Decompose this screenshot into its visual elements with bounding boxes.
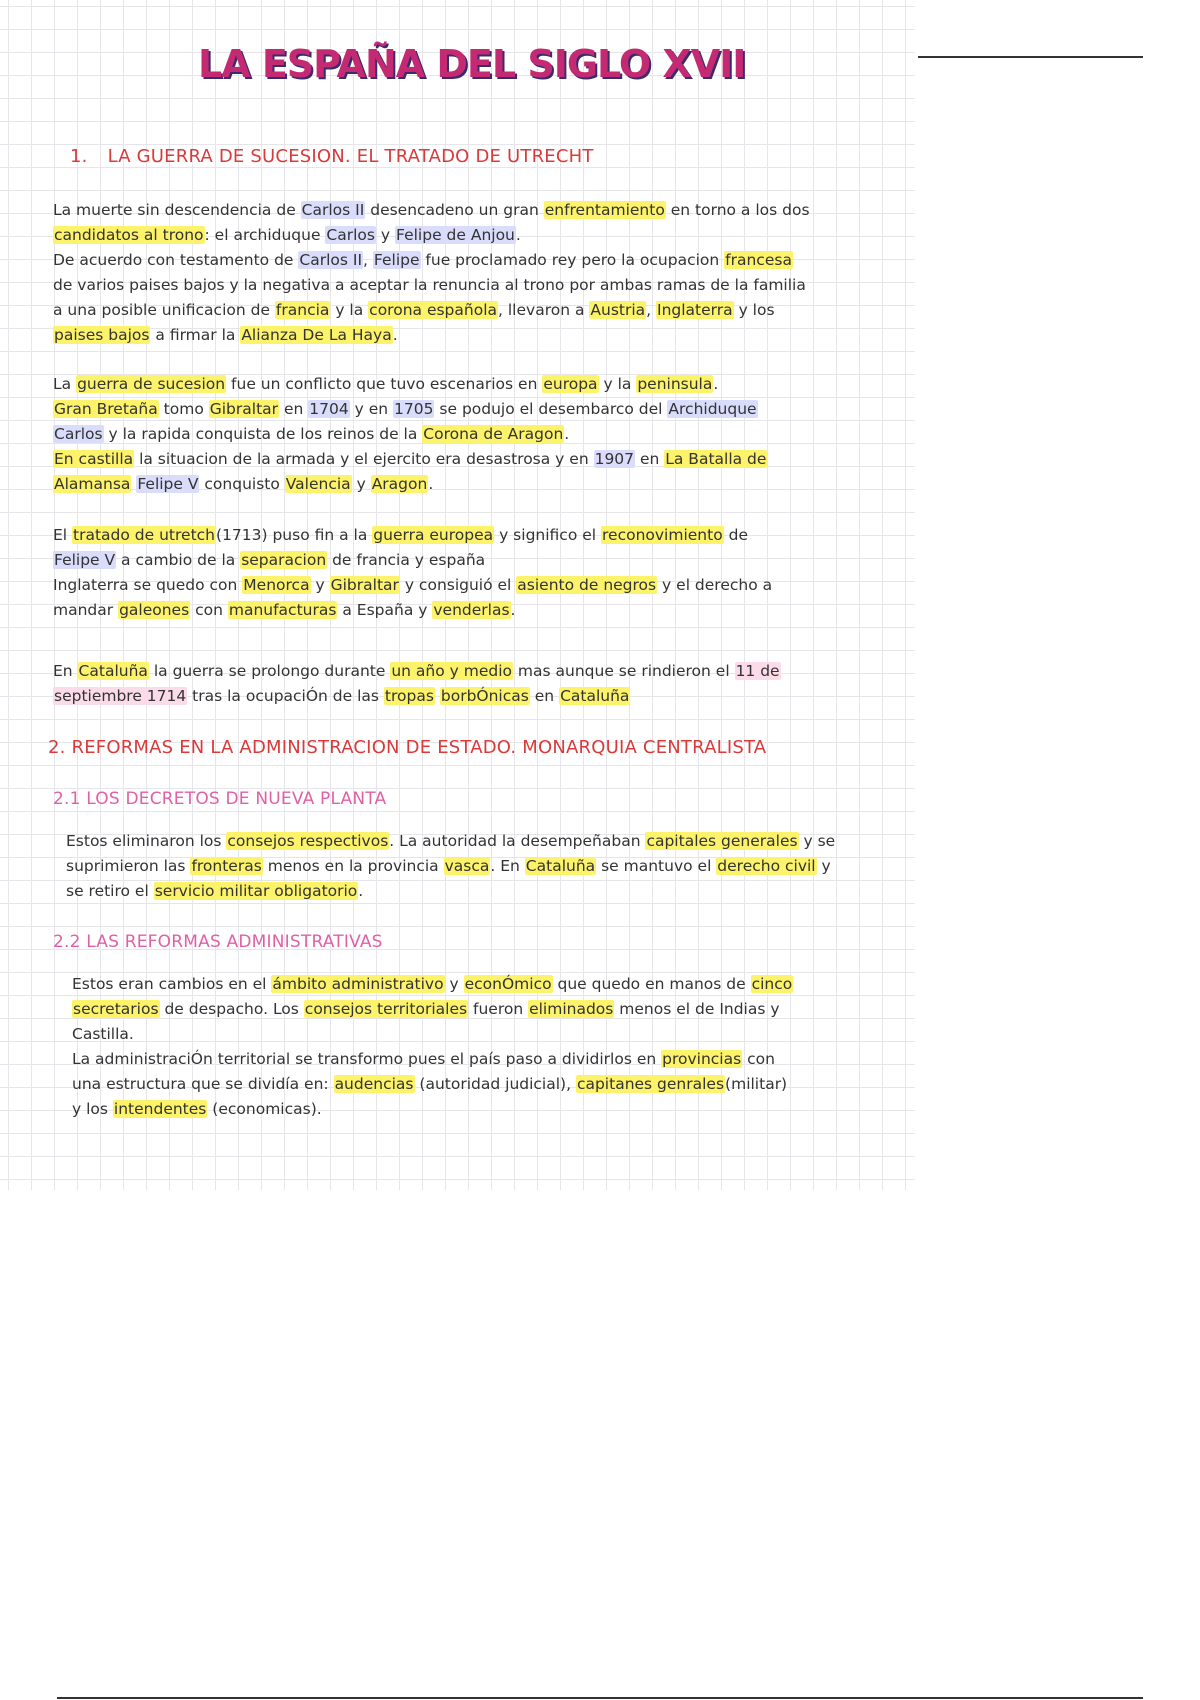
text-segment: en [635, 450, 665, 468]
text-segment: . [428, 475, 434, 493]
section-2-2-heading: 2.2 LAS REFORMAS ADMINISTRATIVAS [53, 932, 383, 952]
text-segment: Estos eran cambios en el [72, 975, 272, 993]
highlighted-phrase: Alianza De La Haya [241, 326, 392, 344]
text-segment: tomo [158, 400, 209, 418]
highlighted-phrase: Inglaterra [657, 301, 733, 319]
text-segment: fue proclamado rey pero la ocupacion [420, 251, 725, 269]
text-line [53, 323, 810, 348]
highlighted-phrase: eliminados [529, 1000, 614, 1018]
highlighted-phrase: enfrentamiento [544, 201, 665, 219]
highlighted-phrase: candidatos al trono [54, 226, 204, 244]
text-segment: tras la ocupaciÓn de las [187, 687, 384, 705]
highlighted-phrase: capitales generales [646, 832, 798, 850]
text-segment: , [363, 251, 373, 269]
text-segment: se mantuvo el [596, 857, 717, 875]
text-segment: desencadeno un gran [365, 201, 544, 219]
text-segment: y los [733, 301, 775, 319]
text-segment: Estos eliminaron los [66, 832, 227, 850]
text-line [53, 273, 810, 298]
paragraph-administrative-reforms [72, 972, 793, 1122]
highlighted-phrase: Valencia [285, 475, 351, 493]
highlighted-phrase: Archiduque [668, 400, 757, 418]
highlighted-phrase: guerra europea [373, 526, 494, 544]
text-line [66, 829, 835, 854]
text-segment: a firmar la [150, 326, 241, 344]
text-segment: que quedo en manos de [552, 975, 751, 993]
text-segment: en [529, 687, 560, 705]
text-segment: y [444, 975, 464, 993]
text-line [53, 573, 772, 598]
section-1-heading [70, 146, 594, 167]
highlighted-phrase: Austria [590, 301, 646, 319]
text-segment: . En [490, 857, 525, 875]
text-segment: y la [598, 375, 637, 393]
highlighted-phrase: intendentes [113, 1100, 207, 1118]
highlighted-phrase: Felipe de Anjou [396, 226, 515, 244]
highlighted-phrase: Gran Bretaña [54, 400, 158, 418]
text-segment: y [816, 857, 831, 875]
highlighted-phrase: tropas [384, 687, 434, 705]
text-segment: conquisto [199, 475, 285, 493]
text-segment: (autoridad judicial), [414, 1075, 576, 1093]
highlighted-phrase: separacion [241, 551, 327, 569]
highlighted-phrase: secretarios [73, 1000, 159, 1018]
highlighted-phrase: Cataluña [78, 662, 148, 680]
text-segment: fueron [468, 1000, 529, 1018]
text-segment: y [375, 226, 396, 244]
text-line [53, 548, 772, 573]
text-segment: . [713, 375, 719, 393]
highlighted-phrase: Gibraltar [330, 576, 399, 594]
highlighted-phrase: Cataluña [525, 857, 596, 875]
text-segment: a una posible unificacion de [53, 301, 275, 319]
highlighted-phrase: ámbito administrativo [272, 975, 444, 993]
text-segment: : el archiduque [204, 226, 326, 244]
highlighted-phrase: cinco [751, 975, 793, 993]
text-segment: (economicas). [207, 1100, 322, 1118]
text-line [53, 397, 767, 422]
text-segment: en torno a los dos [665, 201, 810, 219]
text-segment: . [392, 326, 398, 344]
highlighted-phrase: paises bajos [54, 326, 150, 344]
highlighted-phrase: asiento de negros [517, 576, 657, 594]
highlighted-phrase: Cataluña [560, 687, 630, 705]
paragraph-succession-war-origin [53, 198, 810, 348]
text-segment: a cambio de la [116, 551, 241, 569]
text-line [72, 1047, 793, 1072]
text-segment: . [515, 226, 521, 244]
text-segment: , llevaron a [498, 301, 590, 319]
text-segment: de despacho. Los [159, 1000, 304, 1018]
text-segment: suprimieron las [66, 857, 191, 875]
page-title: LA ESPAÑA DEL SIGLO XVII [198, 42, 746, 86]
text-segment: . [358, 882, 364, 900]
highlighted-phrase: econÓmico [464, 975, 552, 993]
highlighted-phrase: servicio militar obligatorio [154, 882, 358, 900]
text-segment: La muerte sin descendencia de [53, 201, 301, 219]
text-line [53, 659, 781, 684]
text-segment: y [351, 475, 371, 493]
highlighted-phrase: Corona de Aragon [423, 425, 564, 443]
text-segment: se retiro el [66, 882, 154, 900]
paragraph-catalonia [53, 659, 781, 709]
highlighted-phrase: galeones [119, 601, 190, 619]
highlighted-phrase: vasca [444, 857, 490, 875]
text-segment: de francia y españa [327, 551, 486, 569]
section-1-number: 1. [70, 146, 88, 167]
text-segment: La administraciÓn territorial se transformo pues el país paso a dividirlos en [72, 1050, 662, 1068]
text-segment: con [190, 601, 228, 619]
text-segment: en [279, 400, 309, 418]
section-2-heading: 2. REFORMAS EN LA ADMINISTRACION DE ESTADO. MONARQUIA CENTRALISTA [48, 737, 767, 758]
text-line [72, 1072, 793, 1097]
highlighted-phrase: consejos respectivos [227, 832, 389, 850]
highlighted-phrase: peninsula [637, 375, 713, 393]
bottom-rule [57, 1697, 1143, 1699]
highlighted-phrase: 1907 [594, 450, 635, 468]
highlighted-phrase: derecho civil [717, 857, 816, 875]
text-segment: Inglaterra se quedo con [53, 576, 243, 594]
highlighted-phrase: Carlos II [301, 201, 365, 219]
highlighted-phrase: Carlos [54, 425, 103, 443]
highlighted-phrase: guerra de sucesion [77, 375, 226, 393]
text-line [72, 1022, 793, 1047]
text-line [53, 372, 767, 397]
text-segment: menos en la provincia [262, 857, 444, 875]
text-segment: mas aunque se rindieron el [513, 662, 735, 680]
text-line [72, 972, 793, 997]
highlighted-phrase: francia [275, 301, 330, 319]
highlighted-phrase: manufacturas [228, 601, 337, 619]
text-line [53, 523, 772, 548]
text-segment: se podujo el desembarco del [434, 400, 668, 418]
highlighted-phrase: septiembre 1714 [54, 687, 187, 705]
text-segment: y los [72, 1100, 113, 1118]
text-segment: En [53, 662, 78, 680]
text-segment: menos el de Indias y [614, 1000, 780, 1018]
section-1-title: LA GUERRA DE SUCESION. EL TRATADO DE UTRECHT [107, 146, 594, 167]
text-segment: de varios paises bajos y la negativa a aceptar la renuncia al trono por ambas ramas de la familia [53, 276, 806, 294]
highlighted-phrase: Felipe [373, 251, 420, 269]
text-segment: y se [798, 832, 836, 850]
paragraph-utrecht-treaty [53, 523, 772, 623]
highlighted-phrase: La Batalla de [665, 450, 767, 468]
highlighted-phrase: 1705 [394, 400, 434, 418]
highlighted-phrase: reconovimiento [602, 526, 723, 544]
text-line [66, 854, 835, 879]
text-line [53, 684, 781, 709]
text-segment: mandar [53, 601, 119, 619]
highlighted-phrase: Gibraltar [209, 400, 279, 418]
highlighted-phrase: 11 de [735, 662, 780, 680]
highlighted-phrase: En castilla [54, 450, 134, 468]
highlighted-phrase: fronteras [191, 857, 262, 875]
text-line [53, 298, 810, 323]
text-line [72, 1097, 793, 1122]
text-segment: la guerra se prolongo durante [148, 662, 391, 680]
highlighted-phrase: Carlos II [299, 251, 363, 269]
text-segment: una estructura que se dividía en: [72, 1075, 334, 1093]
text-line [53, 472, 767, 497]
highlighted-phrase: borbÓnicas [440, 687, 529, 705]
text-segment: (1713) puso fin a la [216, 526, 373, 544]
highlighted-phrase: Menorca [243, 576, 310, 594]
highlighted-phrase: provincias [662, 1050, 742, 1068]
text-segment: y la [330, 301, 369, 319]
text-segment: y consiguió el [399, 576, 517, 594]
text-segment: de [723, 526, 748, 544]
text-segment: a España y [337, 601, 433, 619]
paragraph-nueva-planta [66, 829, 835, 904]
text-line [53, 248, 810, 273]
highlighted-phrase: Alamansa [54, 475, 131, 493]
text-line [53, 598, 772, 623]
text-segment: y significo el [494, 526, 601, 544]
section-2-1-heading: 2.1 LOS DECRETOS DE NUEVA PLANTA [53, 789, 387, 809]
text-line [72, 997, 793, 1022]
text-segment: la situacion de la armada y el ejercito era desastrosa y en [134, 450, 594, 468]
text-segment: y el derecho a [657, 576, 773, 594]
text-line [53, 223, 810, 248]
text-segment: fue un conflicto que tuvo escenarios en [226, 375, 543, 393]
highlighted-phrase: tratado de utretch [73, 526, 215, 544]
text-segment: De acuerdo con testamento de [53, 251, 299, 269]
highlighted-phrase: Felipe V [137, 475, 199, 493]
text-segment: . [510, 601, 516, 619]
text-line [53, 198, 810, 223]
paragraph-succession-war-events [53, 372, 767, 497]
text-segment: y [310, 576, 330, 594]
text-segment: , [646, 301, 657, 319]
highlighted-phrase: capitanes genrales [576, 1075, 725, 1093]
highlighted-phrase: corona española [369, 301, 498, 319]
highlighted-phrase: francesa [725, 251, 792, 269]
highlighted-phrase: Felipe V [54, 551, 116, 569]
text-segment: . La autoridad la desempeñaban [389, 832, 646, 850]
highlighted-phrase: Aragon [371, 475, 428, 493]
text-segment: con [742, 1050, 775, 1068]
highlighted-phrase: Carlos [326, 226, 375, 244]
highlighted-phrase: europa [543, 375, 598, 393]
highlighted-phrase: consejos territoriales [304, 1000, 468, 1018]
highlighted-phrase: un año y medio [391, 662, 512, 680]
text-segment: Castilla. [72, 1025, 134, 1043]
highlighted-phrase: audencias [334, 1075, 414, 1093]
text-line [66, 879, 835, 904]
text-segment: (militar) [725, 1075, 788, 1093]
highlighted-phrase: venderlas [433, 601, 510, 619]
highlighted-phrase: 1704 [309, 400, 349, 418]
text-segment: y la rapida conquista de los reinos de la [103, 425, 423, 443]
text-segment: . [564, 425, 570, 443]
text-segment: El [53, 526, 73, 544]
text-line [53, 447, 767, 472]
text-segment: La [53, 375, 77, 393]
top-rule [918, 56, 1143, 58]
text-line [53, 422, 767, 447]
text-segment: y en [349, 400, 394, 418]
